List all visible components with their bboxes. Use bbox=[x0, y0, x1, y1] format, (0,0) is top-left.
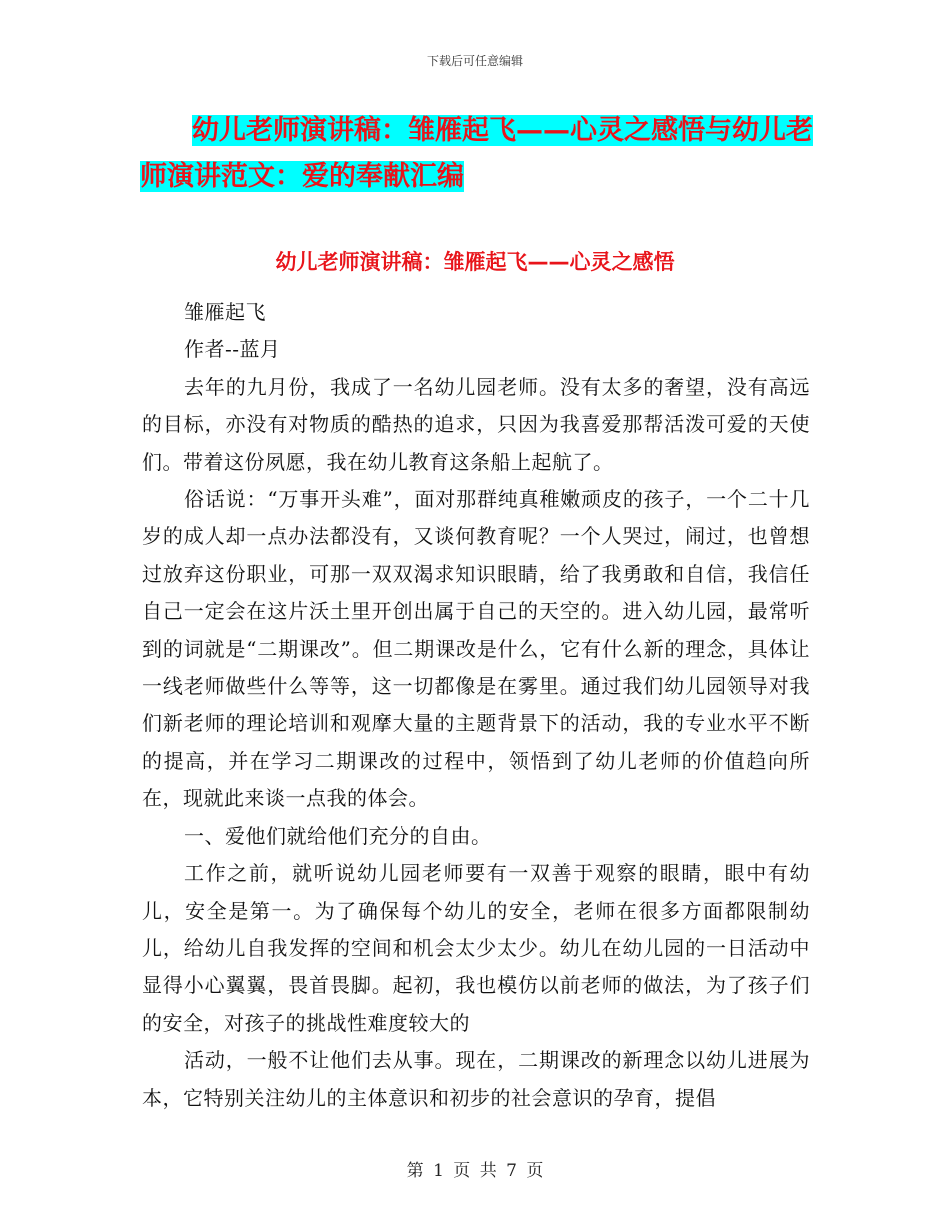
paragraph: 工作之前，就听说幼儿园老师要有一双善于观察的眼睛，眼中有幼儿，安全是第一。为了确保每个幼儿的安全，老师在很多方面都限制幼儿，给幼儿自我发挥的空间和机会太少太少。幼儿在幼儿园的一日活动中显得小心翼翼，畏首畏脚。起初，我也模仿以前老师的做法，为了孩子们的安全，对孩子的挑战性难度较大的 bbox=[142, 861, 810, 1035]
document-title bbox=[140, 108, 820, 200]
paragraph-essay-title: 雏雁起飞 bbox=[184, 300, 266, 324]
paragraph-heading: 一、爱他们就给他们充分的自由。 bbox=[184, 823, 492, 848]
document-title-text: 幼儿老师演讲稿：雏雁起飞——心灵之感悟与幼儿老师演讲范文：爱的奉献汇编 bbox=[140, 115, 813, 192]
paragraph: 俗话说：“万事开头难”，面对那群纯真稚嫩顽皮的孩子，一个二十几岁的成人却一点办法都没有，又谈何教育呢？一个人哭过，闹过，也曾想过放弃这份职业，可那一双双渴求知识眼睛，给了我勇敢和自信，我信任自己一定会在这片沃土里开创出属于自己的天空的。进入幼儿园，最常听到的词就是“二期课改”。但二期课改是什么，它有什么新的理念，具体让一线老师做些什么等等，这一切都像是在雾里。通过我们幼儿园领导对我们新老师的理论培训和观摩大量的主题背景下的活动，我的专业水平不断的提高，并在学习二期课改的过程中，领悟到了幼儿老师的价值趋向所在，现就此来谈一点我的体会。 bbox=[142, 487, 810, 811]
paragraph: 去年的九月份，我成了一名幼儿园老师。没有太多的奢望，没有高远的目标，亦没有对物质的酷热的追求，只因为我喜爱那帮活泼可爱的天使们。带着这份夙愿，我在幼儿教育这条船上起航了。 bbox=[142, 374, 810, 474]
body-text bbox=[142, 294, 810, 1117]
section-title: 幼儿老师演讲稿：雏雁起飞——心灵之感悟 bbox=[275, 250, 675, 274]
paragraph-author: 作者--蓝月 bbox=[184, 337, 281, 362]
paragraph: 活动，一般不让他们去从事。现在，二期课改的新理念以幼儿进展为本，它特别关注幼儿的主体意识和初步的社会意识的孕育，提倡 bbox=[142, 1048, 810, 1110]
page-header-note: 下载后可任意编辑 bbox=[426, 54, 523, 68]
page-footer: 第 1 页 共 7 页 bbox=[406, 1161, 544, 1181]
